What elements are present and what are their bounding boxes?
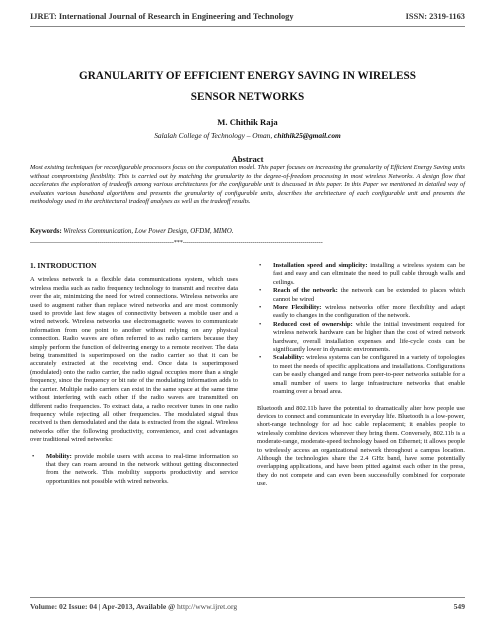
footer-volume: [30, 602, 237, 611]
bullet-text: the network can be extended to places which cannot be wired: [273, 287, 466, 303]
bullet-text: installing a wireless system can be fast and easy and can eliminate the need to pull cable through walls and ceilings.: [273, 262, 465, 286]
keywords-text: Wireless Communication, Low Power Design, OFDM, MIMO.: [61, 228, 234, 235]
journal-url-link[interactable]: http://www.ijret.org: [177, 602, 238, 611]
list-item: [257, 262, 465, 287]
header-rule: [30, 26, 465, 27]
bullet-text: provide mobile users with access to real-time information so that they can roam around in the network without getting disconnected from the network. This mobility supports productivity and service opportunities not possible with wired networks.: [46, 452, 238, 485]
bullet-label: Reach of the network:: [273, 287, 338, 295]
bullet-icon: •: [259, 304, 262, 312]
list-item: [30, 453, 238, 487]
running-header: [0, 0, 495, 44]
author-name: M. Chithik Raja: [217, 117, 278, 127]
list-item: [257, 287, 465, 304]
issn: ISSN: 2319-1163: [405, 12, 465, 21]
bullet-list-left: [30, 453, 238, 487]
list-item: [257, 354, 465, 396]
keywords-label: Keywords:: [30, 228, 62, 235]
bullet-label: Installation speed and simplicity:: [273, 262, 368, 269]
title-line-1: GRANULARITY OF EFFICIENT ENERGY SAVING IN WIRELESS: [79, 70, 416, 82]
abstract-heading: Abstract: [231, 154, 264, 164]
bluetooth-paragraph: Bluetooth and 802.11b have the potential to dramatically alter how people use devices to connect and communicate in everyday life. Bluetooth is a low-power, short-range technology for ad hoc cable replacement; it enables people to wirelessly combine devices wherever they bring them. Conversely, 802.11b is a moderate-range, moderate-speed technology based on Ethernet; it allows people to wirelessly access an organizational network throughout a campus location. Although the technologies share the 2.4 GHz band, have some potentially overlapping applications, and have been pitted against each other in the press, they do not compete and can even been successfully combined for corporate use.: [257, 404, 465, 488]
keywords: [30, 228, 465, 235]
bullet-label: Mobility:: [46, 452, 72, 460]
bullet-icon: •: [259, 354, 262, 362]
bullet-icon: •: [259, 320, 262, 328]
bullet-text: wireless networks offer more flexibility and adapt easily to changes in the configuration of the network.: [273, 304, 465, 320]
affiliation-text: Salalah College of Technology – Oman,: [154, 131, 275, 140]
paper-title: [30, 66, 465, 108]
section-divider: ------------------------------------------------------------------------***----------------------------------------------------------------------: [30, 240, 323, 246]
right-column: [257, 262, 465, 489]
abstract-text: Most existing techniques for reconfigurable processors focus on the computation model. This paper focuses on increasing the granularity of Efficient Energy Saving units without compromising flexibility. This is carried out by matching the granularity to the degree-of-freedom processing in most wireless Networks. A design flow that accelerates the exploration of tradeoffs among various architectures for the configurable unit is discussed in this paper. In this Paper we mentioned in detailed way of evaluates various baseband algorithms and presents the granularity of configurable units, describes the architecture of each configurable unit and presents the methodology used in the architectural tradeoff analyses as well as the tradeoff results.: [30, 164, 465, 206]
bullet-label: Scalability:: [273, 354, 305, 362]
left-column: [30, 262, 238, 486]
volume-info: Volume: 02 Issue: 04 | Apr-2013, Available @: [30, 602, 178, 611]
bullet-label: More Flexibility:: [273, 304, 322, 312]
page-number: 549: [453, 602, 465, 611]
bullet-icon: •: [259, 262, 262, 269]
section-heading: 1. INTRODUCTION: [30, 261, 97, 270]
journal-name: IJRET: International Journal of Research in Engineering and Technology: [30, 12, 294, 21]
footer-rule: [30, 597, 465, 598]
bullet-text: wireless systems can be configured in a variety of topologies to meet the needs of specific applications and installations. Configurations can be easily changed and range from peer-to-peer networks suitable for a small number of users to large infrastructure networks that enable roaming over a broad area.: [273, 354, 465, 396]
bullet-list-right: [257, 262, 465, 397]
list-item: [257, 321, 465, 355]
list-item: [257, 304, 465, 321]
bullet-icon: •: [32, 452, 35, 460]
bullet-text: while the initial investment required for wireless network hardware can be higher than the cost of wired network hardware, overall installation expenses and life-cycle costs can be significantly lower in dynamic environments.: [273, 320, 466, 354]
affiliation: [30, 131, 465, 140]
title-line-2: SENSOR NETWORKS: [190, 91, 305, 103]
bullet-label: Reduced cost of ownership:: [273, 320, 353, 328]
author-email[interactable]: chithik25@gmail.com: [274, 131, 341, 140]
intro-paragraph: A wireless network is a flexible data communications system, which uses wireless media such as radio frequency technology to transmit and receive data over the air, minimizing the need for wired connections. Wireless networks are used to augment rather than replace wired networks and are most commonly used to provide last few stages of connectivity between a mobile user and a wired network. Wireless networks use electromagnetic waves to communicate information from one point to another without relying on any physical connection. Radio waves are often referred to as radio carriers because they simply perform the function of delivering energy to a remote receiver. The data being transmitted is superimposed on the radio carrier so that it can be accurately extracted at the receiving end. Once data is superimposed (modulated) onto the radio carrier, the radio signal occupies more than a single frequency, since the frequency or bit rate of the modulating information adds to the carrier. Multiple radio carriers can exist in the same space at the same time without interfering with each other if the radio waves are transmitted on different radio frequencies. To extract data, a radio receiver tunes in one radio frequency while rejecting all other frequencies. The modulated signal thus received is then demodulated and the data is extracted from the signal. Wireless networks offer the following productivity, convenience, and cost advantages over traditional wired networks:: [30, 276, 238, 444]
bullet-icon: •: [259, 287, 262, 295]
